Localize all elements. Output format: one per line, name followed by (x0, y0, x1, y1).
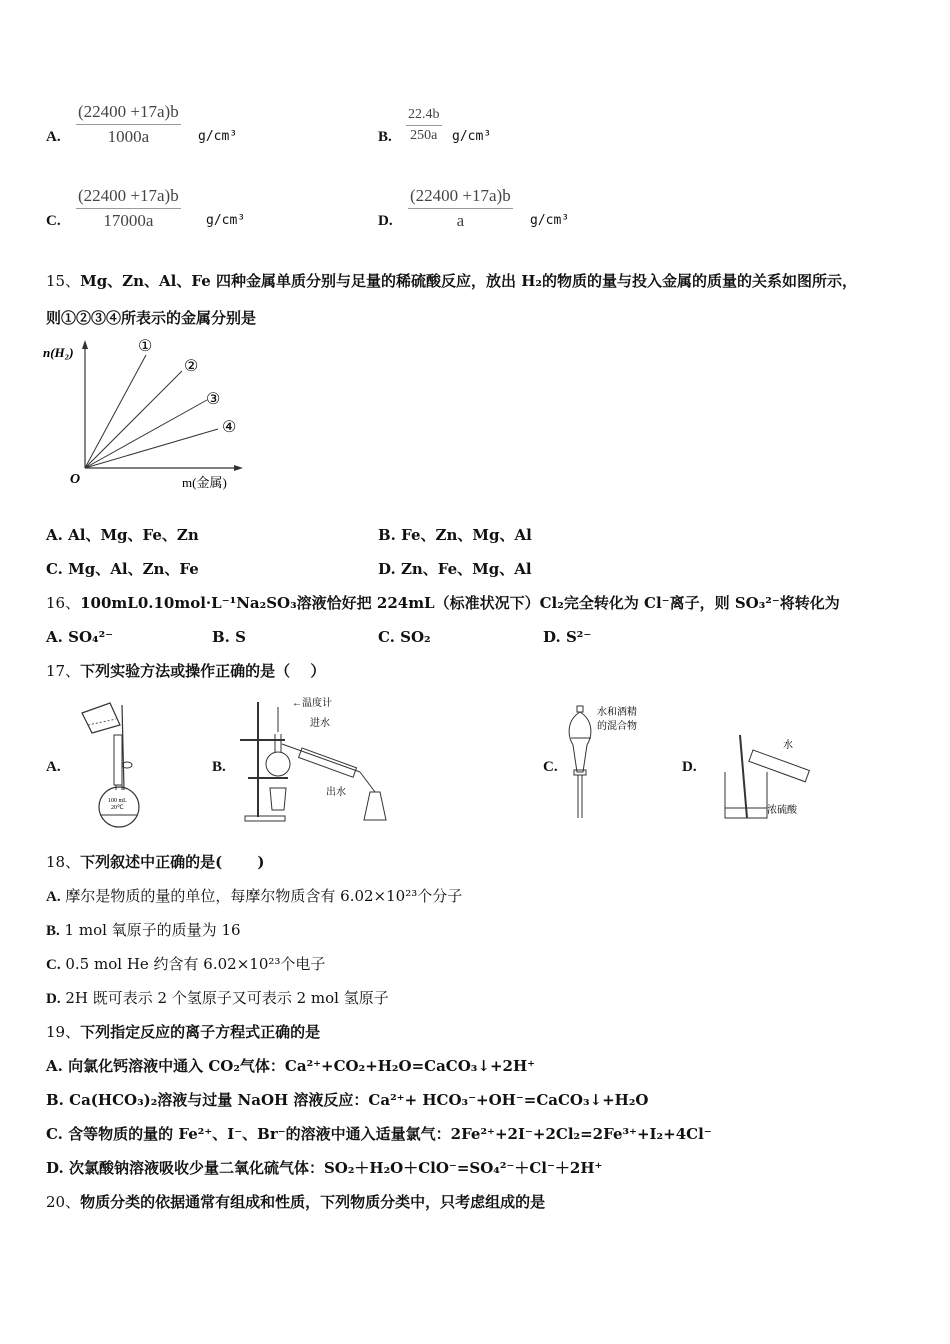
svg-text:←温度计: ←温度计 (292, 698, 332, 709)
question-number: 20、 (46, 1193, 81, 1211)
unit: g/cm³ (530, 213, 570, 228)
separatory-funnel-figure (565, 700, 655, 825)
unit: g/cm³ (206, 213, 246, 228)
line-label-4: ④ (222, 419, 237, 436)
svg-text:出水: 出水 (326, 787, 346, 798)
question-stem: 15、Mg、Zn、Al、Fe 四种金属单质分别与足量的稀硫酸反应，放出 H₂的物质的量与投入金属的质量的关系如图所示， (46, 272, 857, 290)
question-number: 18、 (46, 853, 81, 871)
denominator: a (456, 211, 465, 230)
distillation-apparatus-figure (240, 692, 390, 827)
question-number: 16、 (46, 594, 81, 612)
svg-text:水: 水 (783, 740, 793, 751)
numerator: 22.4b (406, 107, 442, 126)
option-label: A. (46, 129, 61, 145)
option-label: D. (682, 759, 697, 775)
q19-option-b: B. Ca(HCO₃)₂溶液与过量 NaOH 溶液反应：Ca²⁺+ HCO₃⁻+OH⁻=CaCO₃↓+H₂O (46, 1091, 649, 1109)
q15-option-b: B. Fe、Zn、Mg、Al (378, 526, 532, 544)
q18-option-d: D. 2H 既可表示 2 个氢原子又可表示 2 mol 氢原子 (46, 989, 389, 1007)
fraction (76, 102, 181, 147)
numerator: (22400 +17a)b (408, 186, 513, 209)
option-label: B. (212, 759, 226, 775)
option-label: C. (46, 213, 61, 229)
numerator: (22400 +17a)b (76, 102, 181, 125)
unit: g/cm³ (198, 129, 238, 144)
q15-option-d: D. Zn、Fe、Mg、Al (378, 560, 532, 578)
question-stem: 17、下列实验方法或操作正确的是（ ） (46, 662, 326, 680)
denominator: 1000a (107, 127, 150, 146)
q16-option-c: C. SO₂ (378, 628, 431, 646)
q19-option-a: A. 向氯化钙溶液中通入 CO₂气体：Ca²⁺+CO₂+H₂O=CaCO₃↓+2H⁺ (46, 1057, 536, 1075)
q15-option-a: A. Al、Mg、Fe、Zn (46, 526, 199, 544)
h2-vs-metal-mass-graph (42, 335, 262, 495)
origin-label: O (70, 472, 81, 487)
svg-text:的混合物: 的混合物 (597, 721, 637, 732)
q16-option-a: A. SO₄²⁻ (46, 628, 114, 646)
svg-text:100 mL: 100 mL (108, 798, 127, 804)
q18-option-c: C. 0.5 mol He 约含有 6.02×10²³个电子 (46, 955, 326, 973)
y-axis-label: n(H₂) (43, 345, 74, 360)
x-axis-label: m(金属) (182, 475, 227, 490)
q18-option-b: B. 1 mol 氧原子的质量为 16 (46, 921, 241, 939)
svg-text:浓硫酸: 浓硫酸 (767, 805, 797, 816)
q16-option-b: B. S (212, 628, 246, 646)
volumetric-flask-figure (70, 695, 150, 830)
question-number: 17、 (46, 662, 81, 680)
question-stem: 19、下列指定反应的离子方程式正确的是 (46, 1023, 321, 1041)
q18-option-a: A. 摩尔是物质的量的单位，每摩尔物质含有 6.02×10²³个分子 (46, 887, 463, 905)
svg-text:水和酒精: 水和酒精 (597, 707, 637, 718)
question-stem-line2: 则①②③④所表示的金属分别是 (46, 309, 257, 327)
question-stem: 20、物质分类的依据通常有组成和性质，下列物质分类中，只考虑组成的是 (46, 1193, 546, 1211)
svg-text:20℃: 20℃ (111, 805, 124, 811)
q19-option-c: C. 含等物质的量的 Fe²⁺、I⁻、Br⁻的溶液中通入适量氯气：2Fe²⁺+2I⁻+2Cl₂=2Fe³⁺+I₂+4Cl⁻ (46, 1125, 712, 1143)
dilution-figure (715, 730, 825, 825)
svg-text:进水: 进水 (310, 718, 330, 729)
unit: g/cm³ (452, 129, 492, 144)
option-label: D. (378, 213, 393, 229)
option-label: A. (46, 759, 61, 775)
fraction (406, 107, 442, 144)
question-number: 19、 (46, 1023, 81, 1041)
denominator: 17000a (103, 211, 154, 230)
question-stem: 18、下列叙述中正确的是( ) (46, 853, 265, 871)
q15-option-c: C. Mg、Al、Zn、Fe (46, 560, 199, 578)
option-label: B. (378, 129, 392, 145)
numerator: (22400 +17a)b (76, 186, 181, 209)
line-label-2: ② (184, 358, 199, 375)
q16-option-d: D. S²⁻ (543, 628, 592, 646)
line-label-3: ③ (206, 391, 221, 408)
denominator: 250a (410, 128, 438, 143)
fraction (408, 186, 513, 231)
fraction (76, 186, 181, 231)
q19-option-d: D. 次氯酸钠溶液吸收少量二氧化硫气体：SO₂＋H₂O＋ClO⁻=SO₄²⁻＋Cl⁻＋2H⁺ (46, 1159, 603, 1177)
question-stem: 16、100mL0.10mol·L⁻¹Na₂SO₃溶液恰好把 224mL（标准状况下）Cl₂完全转化为 Cl⁻离子，则 SO₃²⁻将转化为 (46, 594, 840, 612)
question-number: 15、 (46, 272, 81, 290)
option-label: C. (543, 759, 558, 775)
line-label-1: ① (138, 338, 153, 355)
